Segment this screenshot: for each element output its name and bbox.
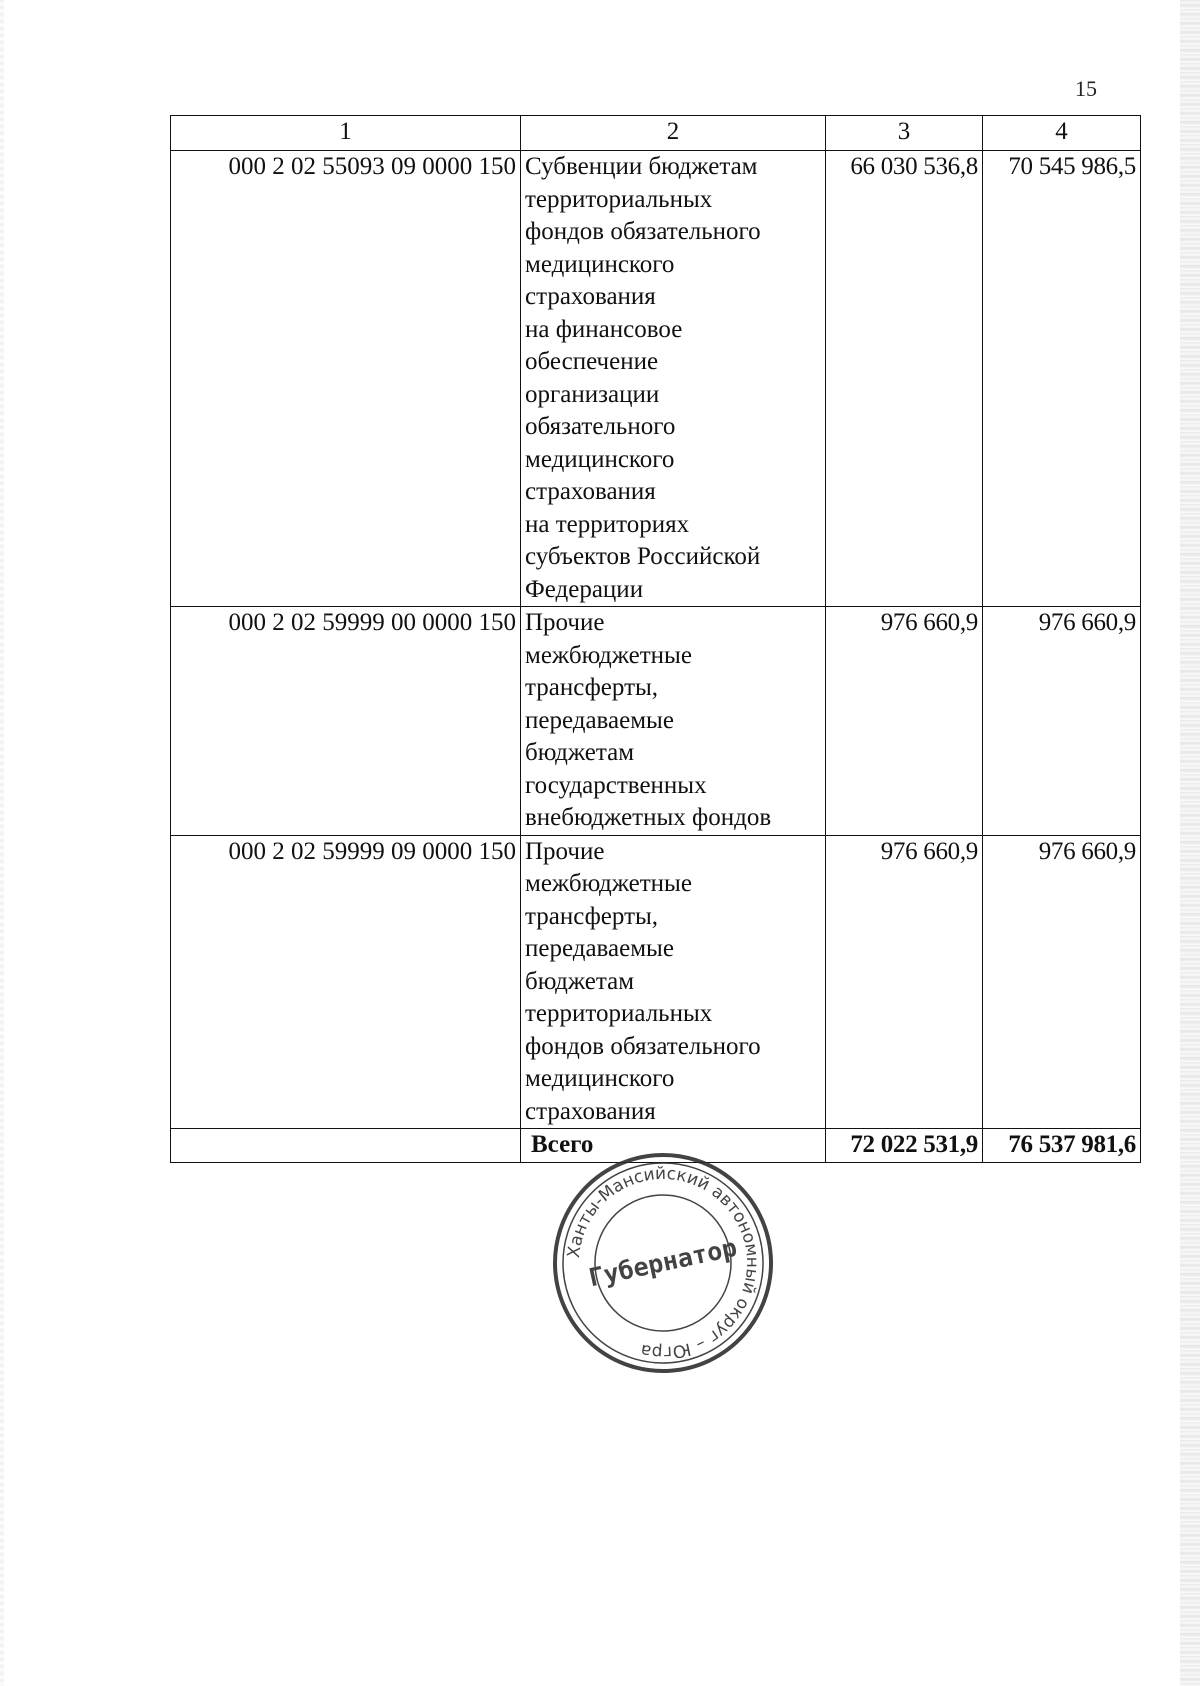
total-col4: 76 537 981,6: [983, 1129, 1141, 1163]
scan-right-edge: [1180, 0, 1200, 1686]
total-code-cell: [171, 1129, 521, 1163]
description-line: трансферты,: [525, 674, 659, 701]
description-cell: [521, 835, 826, 1129]
description-line: государственных: [525, 771, 707, 799]
stamp-center-text: Губернатор: [586, 1232, 740, 1293]
amount-col4-cell: 70 545 986,5: [983, 151, 1141, 607]
amount-col3-cell: 66 030 536,8: [826, 151, 983, 607]
description-line: Федерации: [525, 575, 644, 603]
description-line: организации: [525, 380, 660, 408]
column-header-4: 4: [983, 116, 1141, 151]
description-line: передаваемые: [525, 935, 674, 962]
total-col3: 72 022 531,9: [826, 1129, 983, 1163]
governor-stamp: [548, 1148, 778, 1378]
budget-code-cell: 000 2 02 55093 09 0000 150: [171, 151, 521, 607]
description-line: на финансовое: [525, 315, 683, 343]
description-line: фондов обязательного: [525, 1032, 761, 1060]
description-line: страхования: [525, 283, 656, 310]
table-row: [171, 835, 1141, 1129]
description-line: Прочие: [525, 837, 605, 865]
total-label: Всего: [521, 1129, 826, 1163]
table-row: [171, 607, 1141, 836]
stamp-ring-text: Ханты-Мансийский автономный округ – Югра: [564, 1163, 763, 1363]
table-header-row: [171, 116, 1141, 151]
description-line: трансферты,: [525, 902, 659, 930]
amount-col4-cell: 976 660,9: [983, 835, 1141, 1129]
budget-table: [170, 115, 1141, 1163]
description-line: субъектов Российской: [525, 543, 761, 570]
page-number: 15: [1075, 76, 1097, 101]
description-line: межбюджетные: [525, 641, 692, 669]
description-line: бюджетам: [525, 967, 635, 995]
column-header-3: 3: [826, 116, 983, 151]
table-row: [171, 151, 1141, 607]
column-header-2: 2: [521, 116, 826, 151]
description-cell: [521, 607, 826, 836]
description-line: Субвенции бюджетам: [525, 153, 758, 180]
description-line: межбюджетные: [525, 870, 692, 897]
scan-left-edge: [0, 0, 4, 1686]
description-line: фондов обязательного: [525, 218, 761, 245]
description-line: медицинского: [525, 250, 675, 278]
description-line: медицинского: [525, 445, 675, 473]
description-line: медицинского: [525, 1065, 675, 1092]
budget-code-cell: 000 2 02 59999 00 0000 150: [171, 607, 521, 836]
description-line: внебюджетных фондов: [525, 804, 772, 831]
budget-code-cell: 000 2 02 59999 09 0000 150: [171, 835, 521, 1129]
column-header-1: 1: [171, 116, 521, 151]
description-line: территориальных: [525, 185, 713, 213]
description-line: страхования: [525, 1097, 656, 1125]
description-line: на территориях: [525, 510, 690, 538]
description-line: территориальных: [525, 1000, 713, 1027]
amount-col3-cell: 976 660,9: [826, 835, 983, 1129]
description-cell: [521, 151, 826, 607]
description-line: Прочие: [525, 609, 605, 636]
description-line: обязательного: [525, 413, 676, 440]
description-line: передаваемые: [525, 706, 674, 734]
description-line: страхования: [525, 478, 656, 505]
description-line: обеспечение: [525, 348, 659, 375]
amount-col4-cell: 976 660,9: [983, 607, 1141, 836]
description-line: бюджетам: [525, 739, 635, 766]
amount-col3-cell: 976 660,9: [826, 607, 983, 836]
